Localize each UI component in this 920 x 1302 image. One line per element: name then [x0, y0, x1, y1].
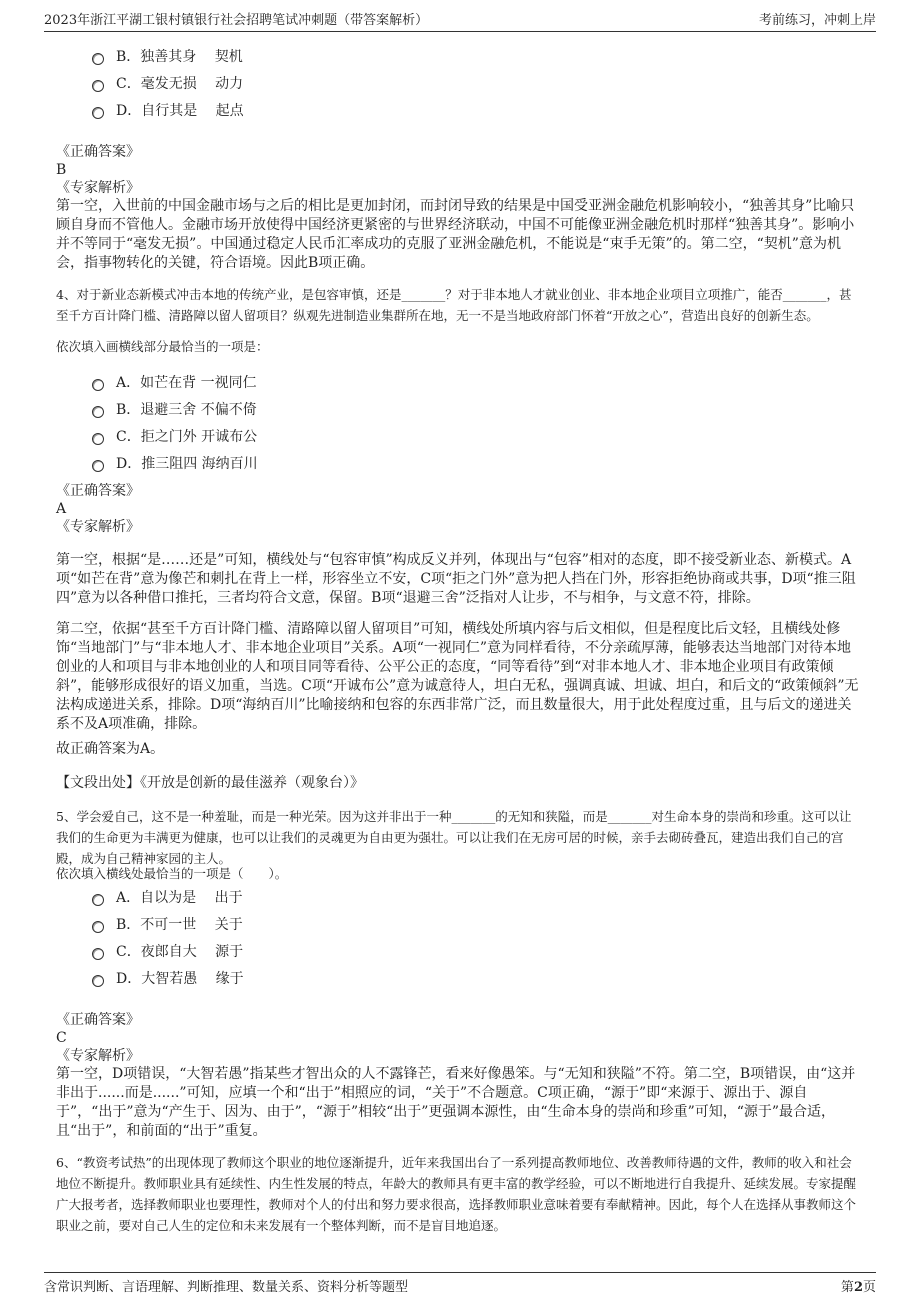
radio-icon[interactable] [92, 406, 104, 418]
q3-option-c[interactable]: C． 毫发无损 动力 [92, 73, 243, 93]
q4-option-c[interactable]: C． 拒之门外 开诚布公 [92, 426, 257, 446]
radio-icon[interactable] [92, 948, 104, 960]
q4-option-a[interactable]: A． 如芒在背 一视同仁 [92, 372, 257, 392]
analysis-text: 第一空，入世前的中国金融市场与之后的相比是更加封闭，而封闭导致的结果是中国受亚洲金融危机影响较小，“独善其身”比喻只顾自身而不管他人。金融市场开放使得中国经济更紧密的与世界经济联动，中国不可能像亚洲金融危机时那样“独善其身”。影响小并不等同于“毫发无损”。中国通过稳定人民币汇率成功的克服了亚洲金融危机，不能说是“束手无策”的。第二空，“契机”意为机会，指事物转化的关键，符合语境。因此B项正确。 [56, 198, 855, 271]
page-number: 2 [853, 1280, 863, 1295]
radio-icon[interactable] [92, 80, 104, 92]
answer-value: A [56, 501, 67, 517]
radio-icon[interactable] [92, 894, 104, 906]
header-slogan: 考前练习，冲刺上岸 [758, 13, 876, 28]
analysis-label: 《专家解析》 [56, 519, 140, 535]
question-stem: 4、对于新业态新模式冲击本地的传统产业，是包容审慎，还是_______？对于非本地人才就业创业、非本地企业项目立项推广，能否_______，甚至千方百计降门槛、清路障以留人留项目？纵观先进制造业集群所在地，无一不是当地政府部门怀着“开放之心”，营造出良好的创新生态。 [56, 287, 852, 323]
radio-icon[interactable] [92, 379, 104, 391]
q5-option-b[interactable]: B． 不可一世 关于 [92, 914, 243, 934]
answer-label: 《正确答案》 [56, 144, 140, 160]
radio-icon[interactable] [92, 433, 104, 445]
radio-icon[interactable] [92, 107, 104, 119]
analysis-conclusion: 故正确答案为A。 [56, 741, 165, 757]
analysis-label: 《专家解析》 [56, 180, 140, 196]
q4-option-d[interactable]: D． 推三阻四 海纳百川 [92, 453, 258, 473]
radio-icon[interactable] [92, 921, 104, 933]
q3-option-b[interactable]: B． 独善其身 契机 [92, 46, 243, 66]
analysis-text: 第一空，根据“是……还是”可知，横线处与“包容审慎”构成反义并列，体现出与“包容”相对的态度，即不接受新业态、新模式。A项“如芒在背”意为像芒和刺扎在背上一样，形容坐立不安，C项“拒之门外”意为把人挡在门外，形容拒绝协商或共事，D项“推三阻四”意为以各种借口推托，三者均符合文意，保留。B项“退避三舍”泛指对人让步，不与相争，与文意不符，排除。 [56, 552, 856, 606]
q3-option-d[interactable]: D． 自行其是 起点 [92, 100, 244, 120]
footer-topics: 含常识判断、言语理解、判断推理、数量关系、资料分析等题型 [44, 1280, 409, 1295]
question-stem: 5、学会爱自己，这不是一种羞耻，而是一种光荣。因为这并非出于一种_______的无知和狭隘，而是_______对生命本身的崇尚和珍重。这可以让我们的生命更为丰满更为健康，也可以让我们的灵魂更为自由更为强壮。可以让我们在无房可居的时候，亲手去砌砖叠瓦，建造出我们自己的宫殿，成为自己精神家园的主人。 [56, 809, 852, 866]
radio-icon[interactable] [92, 460, 104, 472]
answer-value: C [56, 1030, 67, 1046]
analysis-text: 第二空，依据“甚至千方百计降门槛、清路障以留人留项目”可知，横线处所填内容与后文相似，但是程度比后文轻，且横线处修饰“当地部门”与“非本地人才、非本地企业项目”关系。A项“一视同仁”意为同样看待，不分亲疏厚薄，能够表达当地部门对待本地创业的人和项目与非本地创业的人和项目同等看待、公平公正的态度，“同等看待”到“对非本地人才、非本地企业项目有政策倾斜”，能够形成很好的语义加重，当选。C项“开诚布公”意为诚意待人，坦白无私，强调真诚、坦诚、坦白，和后文的“政策倾斜”无法构成递进关系，排除。D项“海纳百川”比喻接纳和包容的东西非常广泛，而且数量很大，用于此处程度过重，且与后文的递进关系不及A项准确，排除。 [56, 621, 859, 732]
question-stem: 6、“教资考试热”的出现体现了教师这个职业的地位逐渐提升，近年来我国出台了一系列提高教师地位、改善教师待遇的文件，教师的收入和社会地位不断提升。教师职业具有延续性、内生性发展的特点，年龄大的教师具有更丰富的教学经验，可以不断地进行自我提升、延续发展。专家提醒广大报考者，选择教师职业也要理性，教师对个人的付出和努力要求很高，选择教师职业意味着要有奉献精神。因此，每个人在选择从事教师这个职业之前，要对自己人生的定位和未来发展有一个整体判断，而不是盲目地追逐。 [56, 1155, 857, 1233]
answer-value: B [56, 162, 67, 178]
answer-label: 《正确答案》 [56, 1012, 140, 1028]
radio-icon[interactable] [92, 975, 104, 987]
document-title: 2023年浙江平湖工银村镇银行社会招聘笔试冲刺题（带答案解析） [44, 13, 429, 28]
page-indicator: 第2页 [840, 1280, 876, 1295]
q5-option-a[interactable]: A． 自以为是 出于 [92, 887, 243, 907]
question-prompt: 依次填入横线处最恰当的一项是（ ）。 [56, 866, 288, 881]
page-footer [44, 1272, 876, 1295]
q4-option-b[interactable]: B． 退避三舍 不偏不倚 [92, 399, 257, 419]
analysis-label: 《专家解析》 [56, 1048, 140, 1064]
analysis-text: 第一空，D项错误，“大智若愚”指某些才智出众的人不露锋芒，看来好像愚笨。与“无知和狭隘”不符。第二空，B项错误，由“这并非出于......而是......”可知，应填一个和“出于”相照应的词，“关于”不合题意。C项正确，“源于”即“来源于、源出于、源自于”，“出于”意为“产生于、因为、由于”，“源于”相较“出于”更强调本源性，由“生命本身的崇尚和珍重”可知，“源于”最合适，且“出于”，和前面的“出于”重复。 [56, 1066, 856, 1139]
source-citation: 【文段出处】《开放是创新的最佳滋养（观象台）》 [56, 775, 364, 791]
answer-label: 《正确答案》 [56, 483, 140, 499]
q5-option-d[interactable]: D． 大智若愚 缘于 [92, 968, 244, 988]
radio-icon[interactable] [92, 53, 104, 65]
question-prompt: 依次填入画横线部分最恰当的一项是： [56, 339, 269, 354]
page-header [44, 9, 876, 32]
q5-option-c[interactable]: C． 夜郎自大 源于 [92, 941, 243, 961]
